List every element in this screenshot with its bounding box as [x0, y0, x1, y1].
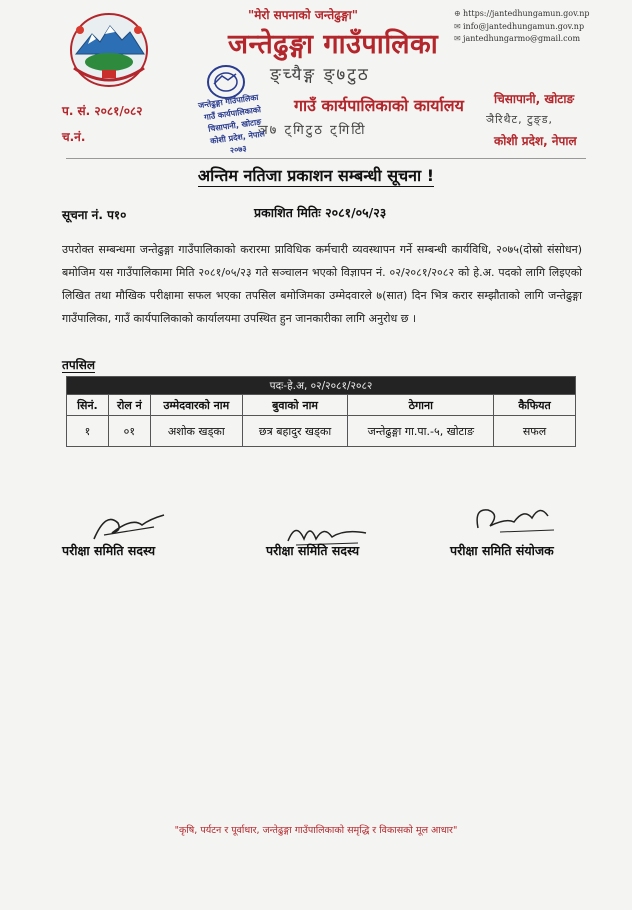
table-row: [67, 416, 576, 447]
table-cell: छत्र बहादुर खड्का: [242, 416, 348, 447]
stamp-line4: कोशी प्रदेश, नेपाल: [209, 129, 266, 146]
column-header: बुवाको नाम: [242, 395, 348, 416]
website-line: [454, 9, 589, 18]
email-line: [454, 22, 584, 31]
email-secondary[interactable]: jantedhungarmo@gmail.com: [463, 34, 581, 43]
dispatch-number: च.नं.: [62, 130, 86, 144]
results-table: [66, 376, 576, 447]
column-header: रोल नं: [108, 395, 150, 416]
address-line1: चिसापानी, खोटाङ: [494, 92, 575, 106]
reference-number: प. सं. २०८१/०८२: [62, 104, 143, 118]
column-header: उम्मेदवारको नाम: [150, 395, 242, 416]
footer-slogan: "कृषि, पर्यटन र पूर्वाधार, जन्तेढुङ्गा गाउँपालिकाको समृद्धि र विकासको मूल आधार": [174, 825, 458, 836]
post-band: पदः-हे.अ, ०२/२०८१/२०८२: [67, 377, 576, 395]
notice-body: उपरोक्त सम्बन्धमा जन्तेढुङ्गा गाउँपालिकाको करारमा प्राविधिक कर्मचारी व्यवस्थापन गर्ने सम्बन्धी कार्यविधि, २०७५(दोस्रो संसोधन) बमोजिम यस गाउँपालिकामा मिति २०८१/०५/२३ गते सञ्चालन भएको विज्ञापन नं. ०२/२०८१/२०८२ को हे.अ. पदको लागि लिइएको लिखित तथा मौखिक परीक्षामा सफल भएका तपसिल बमोजिमका उम्मेदवारले ७(सात) दिन भित्र करार सम्झौताको लागि जन्तेढुङ्गा गाउँपालिका, गाउँ कार्यपालिकाको कार्यालयमा उपस्थित हुन जानकारीका लागि अनुरोध छ ।: [62, 243, 582, 325]
table-header-row: [67, 395, 576, 416]
office-title-script: ञ७ ट्गिटुठ ट्गिटिी: [258, 123, 367, 138]
header-divider: [66, 158, 586, 159]
signature-3-icon: [470, 500, 560, 542]
table-cell: अशोक खड्का: [150, 416, 242, 447]
signature-1-icon: [84, 505, 174, 547]
table-cell: १: [67, 416, 109, 447]
stamp-line2: गाउँ कार्यपालिकाको: [203, 105, 262, 122]
stamp-line1: जन्तेढुङ्गा गाउँपालिका: [197, 92, 260, 111]
municipality-title-script: ङ्च्यैङ्ग ङ्७टुठ: [270, 65, 370, 85]
signature-label-member-1: परीक्षा समिति सदस्य: [62, 543, 156, 558]
office-title: गाउँ कार्यपालिकाको कार्यालय: [294, 96, 464, 115]
published-date: प्रकाशित मितिः २०८१/०५/२३: [254, 205, 387, 220]
table-cell: ०१: [108, 416, 150, 447]
email[interactable]: info@jantedhungamun.gov.np: [463, 22, 585, 31]
stamp-line3: चिसापानी, खोटाङ: [207, 117, 262, 134]
stamp-year: २०७३: [229, 143, 248, 156]
office-stamp: [194, 60, 282, 160]
notice-title: [0, 164, 632, 186]
motto: "मेरो सपनाको जन्तेढुङ्गा": [248, 8, 358, 22]
website[interactable]: https://jantedhungamun.gov.np: [463, 9, 590, 18]
notice-number: सूचना नं. प१०: [62, 208, 127, 222]
address-line2: कोशी प्रदेश, नेपाल: [494, 134, 577, 148]
post-band-row: [67, 377, 576, 395]
table-cell: जन्तेढुङ्गा गा.पा.-५, खोटाङ: [348, 416, 494, 447]
details-label: [62, 356, 95, 373]
table-cell: सफल: [494, 416, 576, 447]
signature-label-coordinator: परीक्षा समिति संयोजक: [450, 543, 554, 558]
municipality-title: जन्तेढुङ्गा गाउँपालिका: [228, 29, 439, 60]
column-header: ठेगाना: [348, 395, 494, 416]
mail-icon: ✉: [454, 22, 461, 31]
government-emblem-icon: [66, 10, 152, 90]
details-label-text: तपसिल: [62, 358, 96, 372]
signature-label-member-2: परीक्षा समिति सदस्य: [266, 543, 360, 558]
globe-icon: ⊕: [454, 9, 461, 18]
notice-title-text: अन्तिम नतिजा प्रकाशन सम्बन्धी सूचना !: [197, 166, 435, 185]
email2-line: [454, 34, 580, 43]
column-header: सिनं.: [67, 395, 109, 416]
column-header: कैफियत: [494, 395, 576, 416]
mail-icon: ✉: [454, 34, 461, 43]
address-script: ञैरिथैट, टुङ्ड,: [486, 113, 554, 126]
